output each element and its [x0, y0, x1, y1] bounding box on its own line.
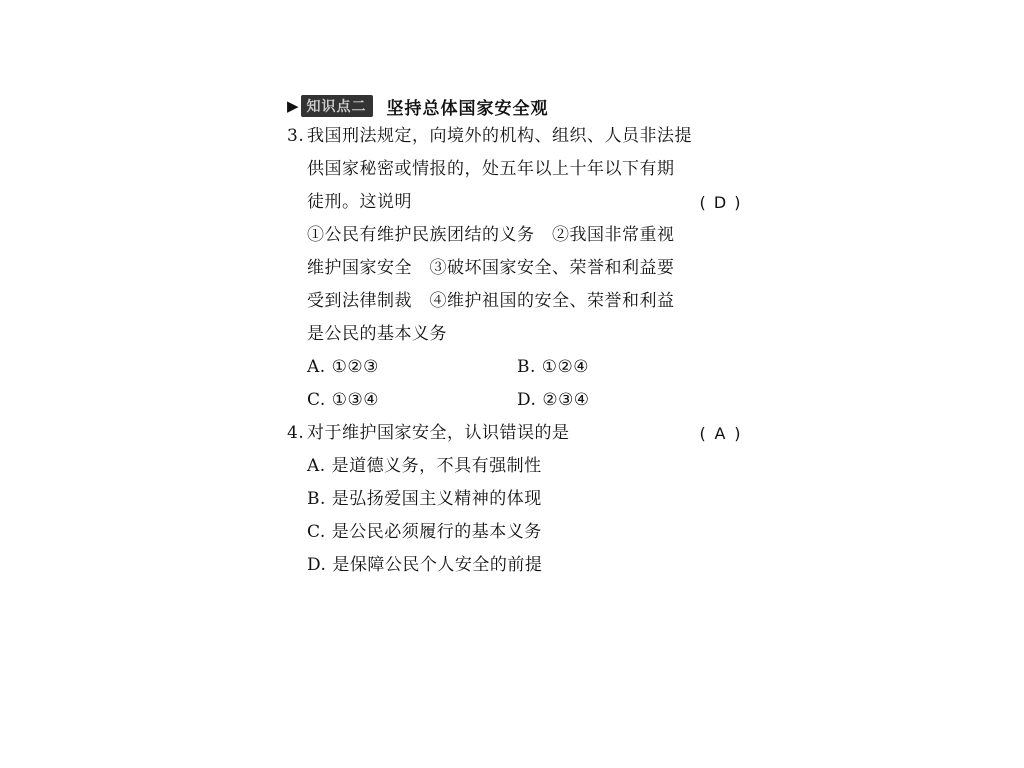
q3-answer-bracket — [700, 186, 748, 219]
triangle-arrow-icon: ▶ — [287, 97, 299, 115]
q4-answer-bracket — [700, 417, 748, 450]
q3-option-b: B. ①②④ — [517, 357, 590, 377]
knowledge-point-tag: 知识点二 — [301, 95, 373, 117]
section-title: 坚持总体国家安全观 — [386, 98, 549, 119]
q4-option-d: D. 是保障公民个人安全的前提 — [307, 555, 543, 575]
q3-statement-line-1: ①公民有维护民族团结的义务 ②我国非常重视 — [307, 225, 675, 245]
q3-number: 3. — [287, 126, 305, 146]
q4-stem-text: 对于维护国家安全，认识错误的是 — [307, 423, 570, 443]
q3-option-d: D. ②③④ — [517, 390, 590, 410]
q3-answer-open: ( — [699, 193, 707, 212]
q3-statement-line-2: 维护国家安全 ③破坏国家安全、荣誉和利益要 — [307, 258, 675, 278]
q3-stem-text-1: 我国刑法规定，向境外的机构、组织、人员非法提 — [307, 126, 692, 146]
q4-option-c: C. 是公民必须履行的基本义务 — [307, 522, 542, 542]
q4-number: 4. — [287, 423, 305, 443]
q4-answer-close: ) — [734, 424, 741, 443]
q4-answer-open: ( — [699, 424, 707, 443]
exercise-content — [287, 92, 747, 582]
section-heading — [287, 92, 747, 120]
q3-stem-text-3: 徒刑。这说明 — [307, 192, 412, 212]
q3-stem-line-1 — [287, 120, 747, 153]
q3-stem-line-3 — [287, 186, 747, 219]
q4-stem — [287, 417, 570, 450]
q3-statement-line-4: 是公民的基本义务 — [307, 324, 447, 344]
question-4 — [287, 417, 747, 582]
q3-options — [287, 351, 747, 417]
q3-option-c: C. ①③④ — [307, 390, 379, 410]
question-3 — [287, 120, 747, 417]
q3-answer-close: ) — [734, 193, 741, 212]
q3-stem-line-2: 供国家秘密或情报的，处五年以上十年以下有期 — [307, 159, 675, 179]
q3-option-a: A. ①②③ — [307, 357, 379, 377]
q4-stem-line — [287, 417, 747, 450]
q3-answer: D — [713, 193, 727, 212]
q3-statement-line-3: 受到法律制裁 ④维护祖国的安全、荣誉和利益 — [307, 291, 675, 311]
q4-option-b: B. 是弘扬爱国主义精神的体现 — [307, 489, 542, 509]
q4-answer: A — [714, 424, 726, 443]
q4-option-a: A. 是道德义务，不具有强制性 — [307, 456, 542, 476]
